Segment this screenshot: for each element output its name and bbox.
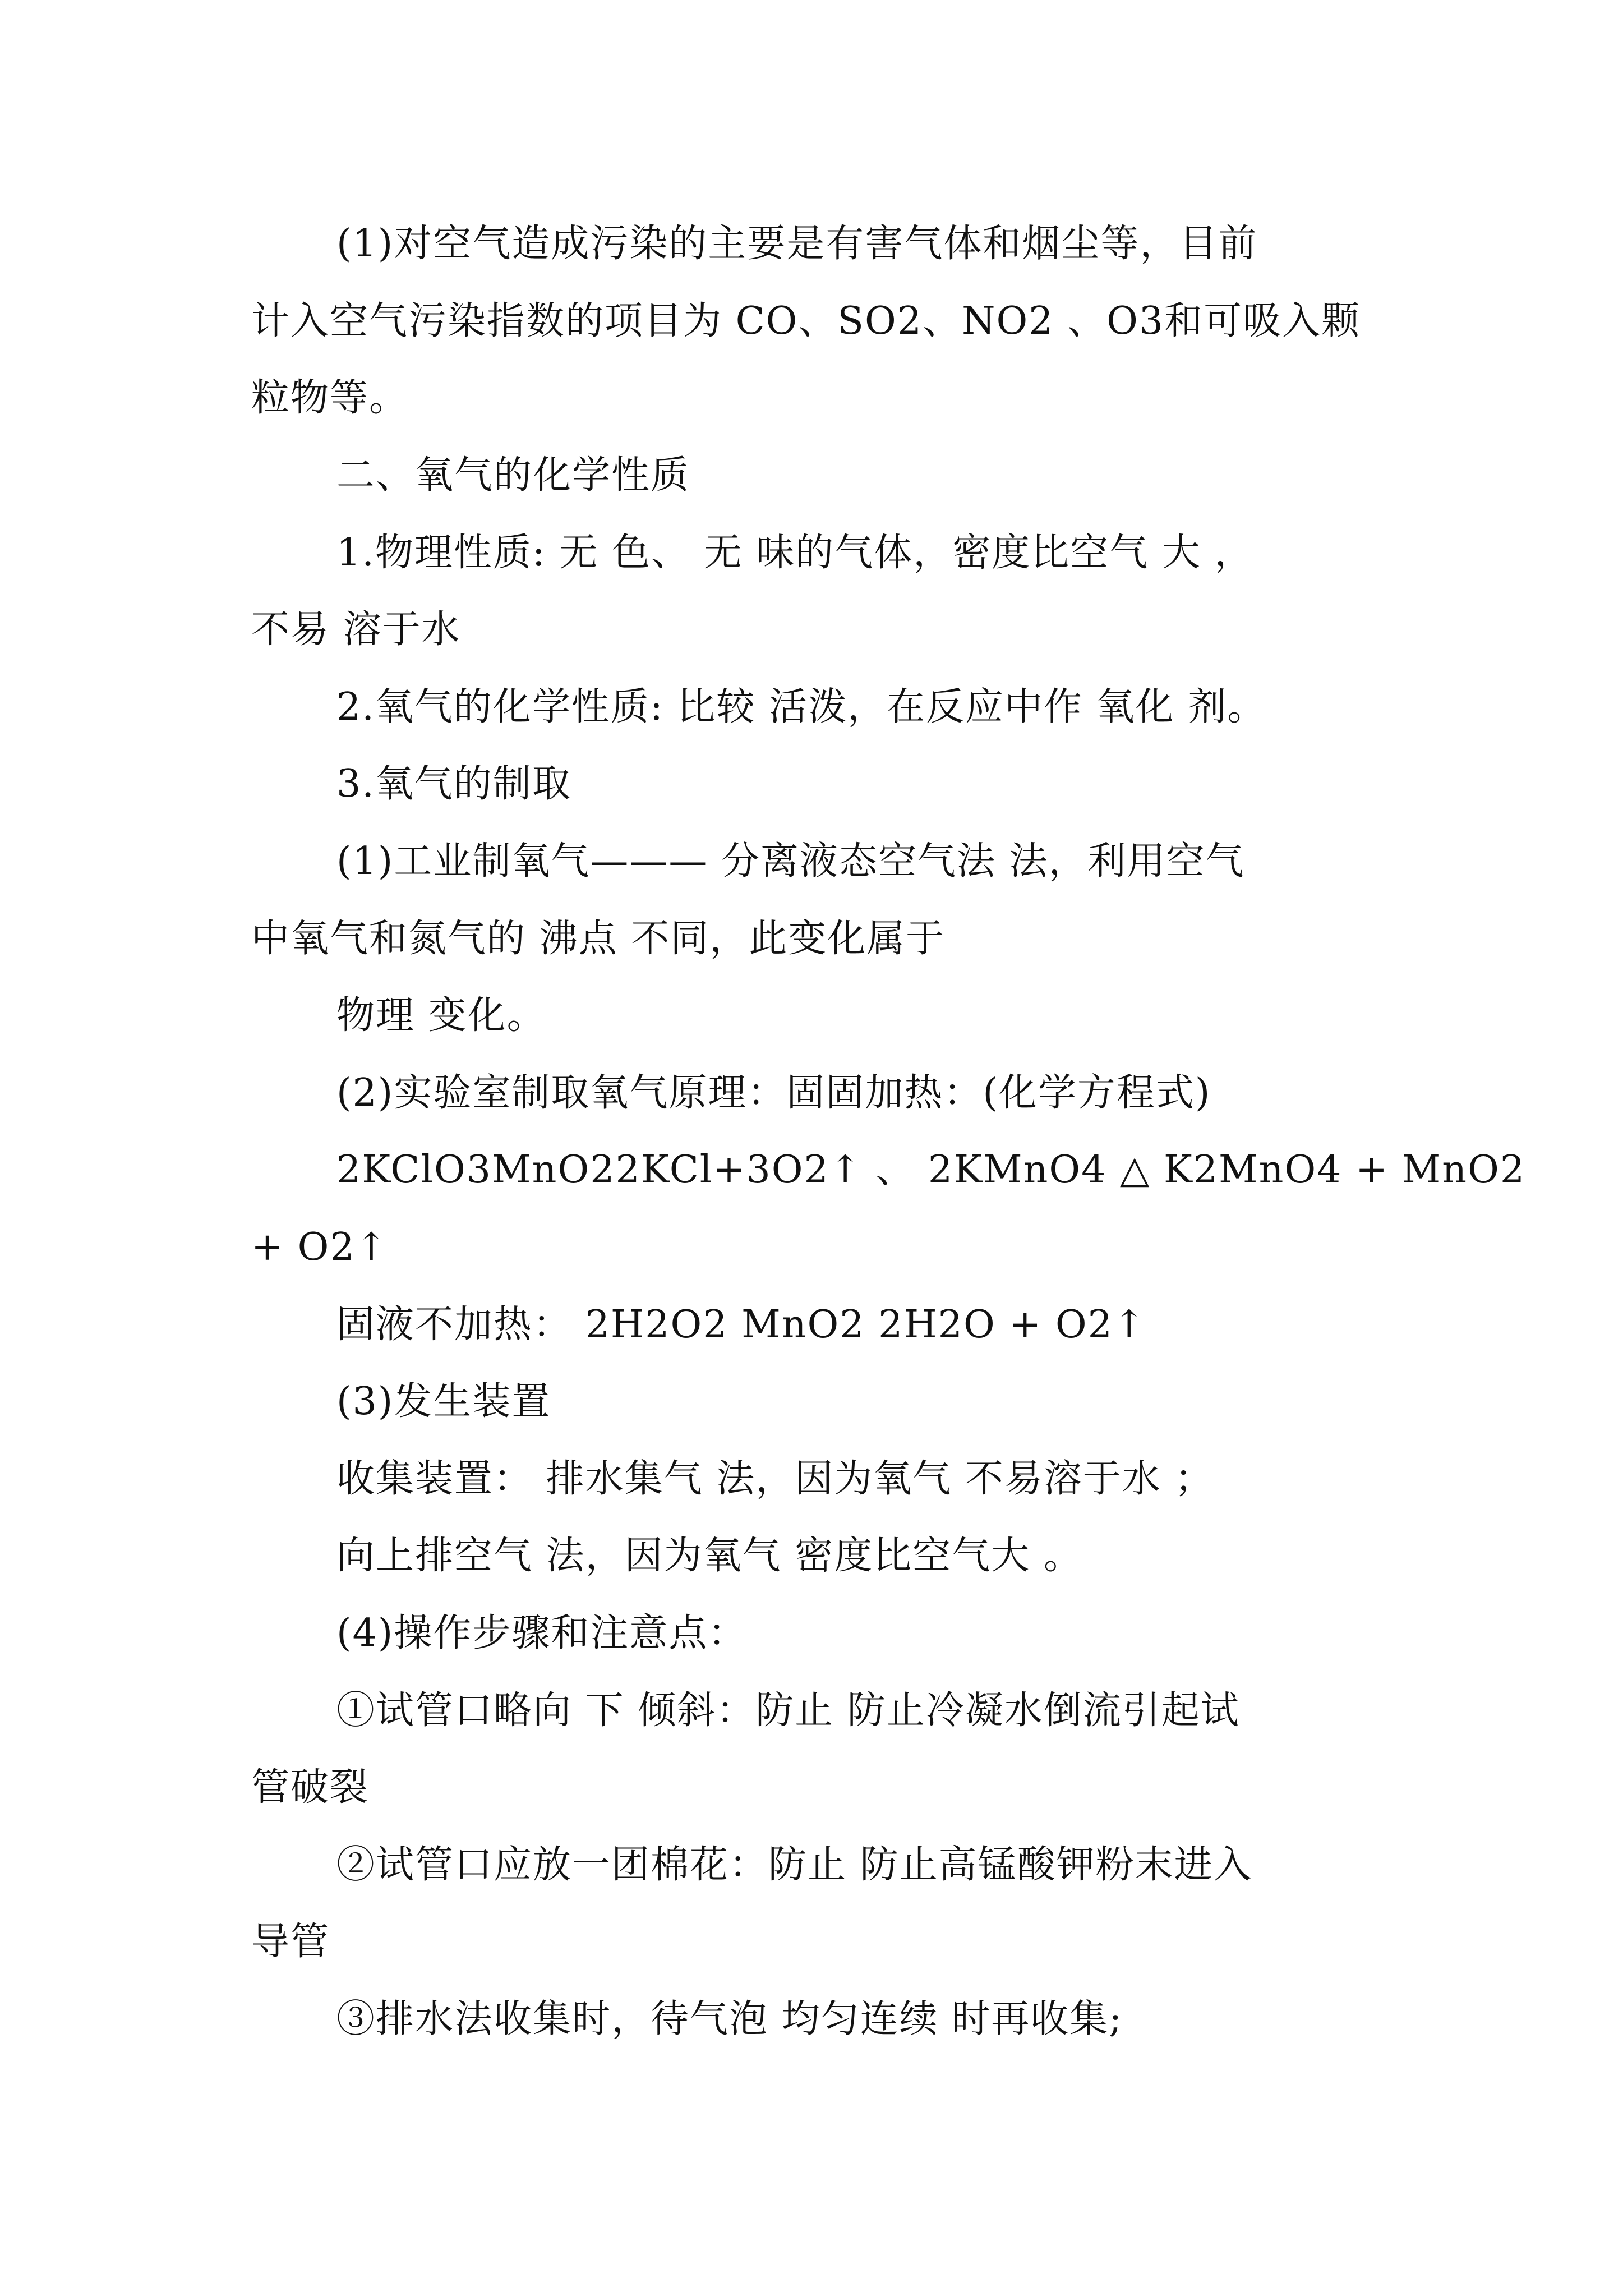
text-line: 中氧气和氮气的 沸点 不同，此变化属于 xyxy=(251,917,946,961)
text-line: 导管 xyxy=(251,1920,330,1964)
text-line: 收集装置： 排水集气 法，因为氧气 不易溶于水 ； xyxy=(336,1457,1214,1501)
section-heading: 二、氧气的化学性质 xyxy=(336,453,690,498)
text-line: (4)操作步骤和注意点： xyxy=(336,1611,748,1655)
text-line: 向上排空气 法，因为氧气 密度比空气大 。 xyxy=(336,1534,1083,1578)
text-line: 3.氧气的制取 xyxy=(336,762,571,806)
text-line: 不易 溶于水 xyxy=(251,608,461,652)
text-line: 管破裂 xyxy=(251,1765,370,1810)
text-line: 物理 变化。 xyxy=(336,993,546,1038)
text-line: (2)实验室制取氧气原理：固固加热：(化学方程式) xyxy=(336,1071,1211,1115)
text-line: ③排水法收集时，待气泡 均匀连续 时再收集; xyxy=(336,1997,1123,2041)
text-line: ①试管口略向 下 倾斜：防止 防止冷凝水倒流引起试 xyxy=(336,1688,1240,1733)
text-line: (1)工业制氧气——— 分离液态空气法 法，利用空气 xyxy=(336,839,1245,884)
text-line: 2.氧气的化学性质: 比较 活泼，在反应中作 氧化 剂。 xyxy=(336,685,1267,729)
text-line: 1.物理性质: 无 色、 无 味的气体，密度比空气 大 ， xyxy=(336,531,1254,575)
text-line: (3)发生装置 xyxy=(336,1379,551,1424)
equation-line: 固液不加热： 2H2O2 MnO2 2H2O + O2↑ xyxy=(336,1303,1146,1347)
text-line: ②试管口应放一团棉花：防止 防止高锰酸钾粉末进入 xyxy=(336,1843,1253,1887)
text-line: 计入空气污染指数的项目为 CO、SO2、NO2 、O3和可吸入颗 xyxy=(251,299,1361,343)
equation-line: 2KClO3MnO22KCl+3O2↑ 、 2KMnO4 △ K2MnO4 + MnO2 xyxy=(336,1148,1526,1192)
text-line: (1)对空气造成污染的主要是有害气体和烟尘等，目前 xyxy=(336,222,1258,266)
equation-line: + O2↑ xyxy=(251,1225,389,1269)
text-line: 粒物等。 xyxy=(251,376,409,420)
